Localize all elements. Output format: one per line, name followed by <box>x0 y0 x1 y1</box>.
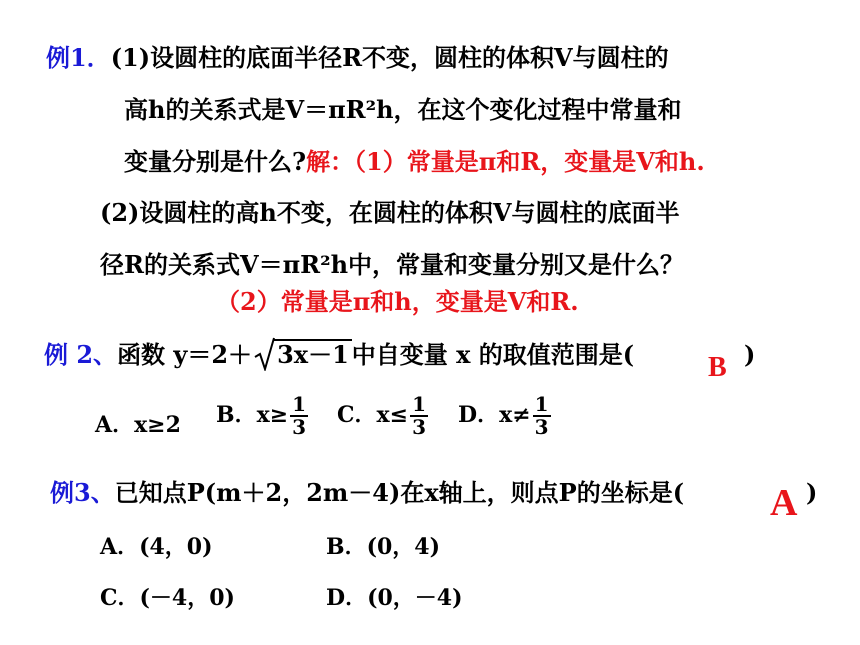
ex3-option-a: A．(4，0) <box>100 534 213 560</box>
ex1-label: 例1． <box>46 43 111 72</box>
ex3-close-paren: ) <box>806 478 818 507</box>
ex3-stem-text: 已知点P(m＋2，2m－4)在x轴上，则点P的坐标是( <box>114 478 685 507</box>
ex2-option-d <box>458 394 553 438</box>
ex2-radical <box>254 339 352 371</box>
ex3-answer: A <box>770 482 798 524</box>
ex1-p1-line1: (1)设圆柱的底面半径R不变，圆柱的体积V与圆柱的 <box>110 43 669 72</box>
fraction-numerator: 1 <box>534 392 549 416</box>
ex2-stem-before: 函数 y＝2＋ <box>117 340 253 369</box>
ex3-label: 例3、 <box>50 478 115 507</box>
ex3-option-c: C．(－4，0) <box>100 585 235 611</box>
ex1-p2-line2: 径R的关系式V＝πR²h中，常量和变量分别又是什么？ <box>100 250 685 279</box>
fraction-numerator: 1 <box>412 392 426 416</box>
ex2-option-a: A．x≥2 <box>95 412 181 438</box>
ex2-option-c <box>337 394 430 438</box>
ex1-p1-line2: 高h的关系式是V＝πR²h，在这个变化过程中常量和 <box>124 95 682 124</box>
ex2-option-d-label: D．x≠ <box>458 402 531 428</box>
ex2-option-b <box>216 394 310 438</box>
ex1-p1-answer: 解：（1）常量是π和R，变量是V和h. <box>306 147 705 176</box>
ex3-option-b: B．(0，4) <box>326 534 441 560</box>
ex2-close-paren: ) <box>744 340 756 369</box>
ex1-p2-answer: （2）常量是π和h，变量是V和R. <box>216 287 579 316</box>
ex1-p1-question: 变量分别是什么? <box>124 147 307 176</box>
fraction-denominator: 3 <box>534 415 549 439</box>
ex2-stem <box>44 339 634 371</box>
ex2-option-b-fraction <box>290 394 308 438</box>
ex2-option-d-fraction <box>533 394 551 438</box>
ex1-p2-line1: (2)设圆柱的高h不变，在圆柱的体积V与圆柱的底面半 <box>100 198 680 227</box>
ex1-line3 <box>124 146 705 178</box>
ex2-answer: B <box>708 352 727 383</box>
ex2-label: 例 2、 <box>44 340 118 369</box>
ex2-option-b-label: B．x≥ <box>216 402 289 428</box>
ex2-option-c-fraction <box>410 394 428 438</box>
ex1-line1 <box>46 42 669 74</box>
ex2-stem-after: 中自变量 x 的取值范围是( <box>351 340 635 369</box>
ex3-stem <box>50 477 684 509</box>
fraction-denominator: 3 <box>412 415 426 439</box>
fraction-denominator: 3 <box>292 415 307 439</box>
ex2-option-c-label: C．x≤ <box>337 402 409 428</box>
ex3-option-d: D．(0，－4) <box>326 585 463 611</box>
fraction-numerator: 1 <box>292 392 307 416</box>
ex2-radicand: 3x－1 <box>274 339 352 369</box>
